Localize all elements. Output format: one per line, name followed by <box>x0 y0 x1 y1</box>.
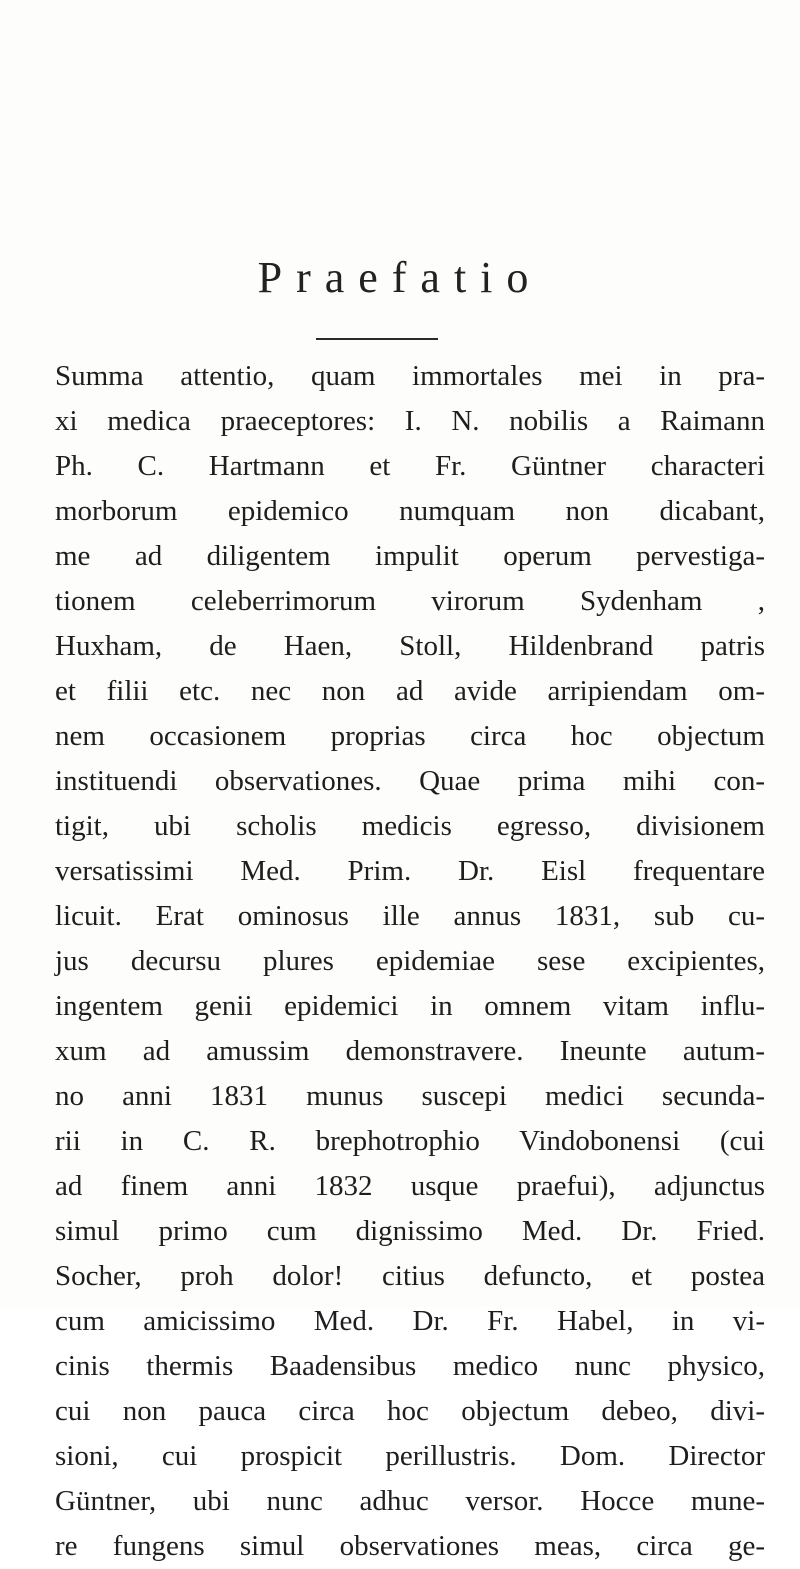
text-line: cui non pauca circa hoc objectum debeo, divi- <box>55 1395 765 1427</box>
text-line: et filii etc. nec non ad avide arripiendam om- <box>55 675 765 707</box>
text-line: nem occasionem proprias circa hoc objectum <box>55 720 765 752</box>
text-line: Summa attentio, quam immortales mei in pra- <box>55 360 765 392</box>
text-line: instituendi observationes. Quae prima mihi con- <box>55 765 765 797</box>
text-line: cum amicissimo Med. Dr. Fr. Habel, in vi- <box>55 1305 765 1337</box>
preface-body <box>55 354 765 1569</box>
text-line: sioni, cui prospicit perillustris. Dom. Director <box>55 1440 765 1472</box>
text-line: cinis thermis Baadensibus medico nunc physico, <box>55 1350 765 1382</box>
text-line: me ad diligentem impulit operum pervestiga- <box>55 540 765 572</box>
text-line: Güntner, ubi nunc adhuc versor. Hocce mune- <box>55 1485 765 1517</box>
text-line: licuit. Erat ominosus ille annus 1831, sub cu- <box>55 900 765 932</box>
title-divider <box>316 338 438 340</box>
text-line: xi medica praeceptores: I. N. nobilis a Raimann <box>55 405 765 437</box>
text-line: xum ad amussim demonstravere. Ineunte autum- <box>55 1035 765 1067</box>
text-line: re fungens simul observationes meas, circa ge- <box>55 1530 765 1562</box>
text-line: tionem celeberrimorum virorum Sydenham , <box>55 585 765 617</box>
text-line: tigit, ubi scholis medicis egresso, divisionem <box>55 810 765 842</box>
text-line: versatissimi Med. Prim. Dr. Eisl frequentare <box>55 855 765 887</box>
text-line: simul primo cum dignissimo Med. Dr. Fried. <box>55 1215 765 1247</box>
text-line: no anni 1831 munus suscepi medici secunda- <box>55 1080 765 1112</box>
text-line: ingentem genii epidemici in omnem vitam influ- <box>55 990 765 1022</box>
text-line: jus decursu plures epidemiae sese excipientes, <box>55 945 765 977</box>
text-line: Huxham, de Haen, Stoll, Hildenbrand patris <box>55 630 765 662</box>
page-title: Praefatio <box>257 253 543 302</box>
text-line: Ph. C. Hartmann et Fr. Güntner characteri <box>55 450 765 482</box>
text-line: Socher, proh dolor! citius defuncto, et postea <box>55 1260 765 1292</box>
text-line: ad finem anni 1832 usque praefui), adjunctus <box>55 1170 765 1202</box>
text-line: rii in C. R. brephotrophio Vindobonensi (cui <box>55 1125 765 1157</box>
text-line: morborum epidemico numquam non dicabant, <box>55 495 765 527</box>
